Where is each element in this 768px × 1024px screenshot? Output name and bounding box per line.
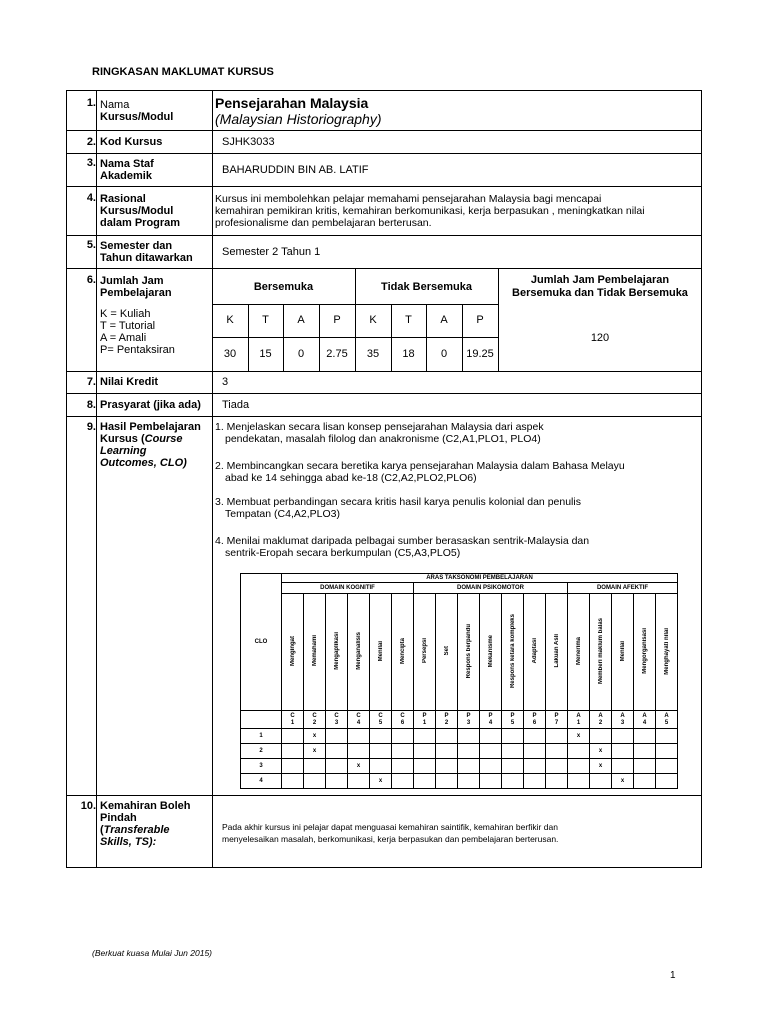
clo-matrix-cell: [568, 759, 590, 774]
hours-letter: T: [405, 314, 412, 326]
row-divider: [66, 130, 702, 131]
hours-value: 0: [297, 348, 305, 360]
taxonomy-level-header: [524, 594, 546, 711]
course-rationale: Kursus ini membolehkan pelajar memahami pensejarahan Malaysia bagi mencapai kemahiran pemikiran kritis, kemahiran berkomunikasi, kerja berpasukan , meningkatkan nilai profesionalisme dan pembelajaran berterusan.: [215, 193, 645, 229]
total-hours: 120: [590, 332, 610, 344]
clo-matrix-cell: [348, 774, 370, 789]
taxonomy-code: [480, 711, 502, 729]
clo-matrix-cell: [392, 744, 414, 759]
clo-matrix-cell: [480, 759, 502, 774]
clo-matrix-cell: [392, 759, 414, 774]
clo-number: 2: [241, 744, 282, 759]
clo-matrix-cell: [480, 729, 502, 744]
clo-matrix-cell: x: [370, 774, 392, 789]
hours-value: 15: [259, 348, 272, 360]
hours-value: 18: [402, 348, 415, 360]
clo-matrix-cell: [414, 729, 436, 744]
taxonomy-level-header: [634, 594, 656, 711]
header-total-hours: Jumlah Jam Pembelajaran Bersemuka dan Tidak Bersemuka: [512, 274, 688, 299]
taxonomy-code-letter: P: [422, 712, 427, 719]
clo-matrix-cell: [656, 744, 678, 759]
taxonomy-code: [282, 711, 304, 729]
taxonomy-code-number: 3: [334, 719, 339, 726]
credit-value: 3: [222, 376, 229, 388]
taxonomy-code-letter: A: [620, 712, 625, 719]
taxonomy-header: ARAS TAKSONOMI PEMBELAJARAN: [282, 574, 678, 583]
hours-value: 19.25: [466, 348, 494, 360]
taxonomy-code: [370, 711, 392, 729]
taxonomy-level-header: [590, 594, 612, 711]
clo-matrix-cell: x: [612, 774, 634, 789]
domain-afektif: DOMAIN AFEKTIF: [568, 583, 678, 594]
domain-kognitif: DOMAIN KOGNITIF: [282, 583, 414, 594]
taxonomy-level-header: [546, 594, 568, 711]
clo-matrix-cell: x: [590, 759, 612, 774]
hours-letter: P: [333, 314, 341, 326]
row-label: Nama Kursus/Modul: [100, 99, 174, 123]
clo-matrix-cell: [480, 774, 502, 789]
taxonomy-level-label: Memberi maklum balas: [597, 617, 604, 685]
row-number: 9.: [86, 421, 96, 433]
taxonomy-code-number: 5: [664, 719, 669, 726]
taxonomy-level-header: [370, 594, 392, 711]
row-divider: [66, 393, 702, 394]
hours-letter: P: [476, 314, 484, 326]
column-divider: [212, 90, 213, 868]
course-name-english: (Malaysian Historiography): [215, 111, 382, 127]
clo-matrix-cell: [524, 774, 546, 789]
effective-date-note: (Berkuat kuasa Mulai Jun 2015): [92, 948, 213, 958]
row-number: 8.: [86, 399, 96, 411]
clo-matrix-cell: [392, 774, 414, 789]
clo-matrix-cell: [568, 744, 590, 759]
hours-value: 30: [223, 348, 237, 360]
taxonomy-code-number: 1: [576, 719, 581, 726]
taxonomy-level-header: [392, 594, 414, 711]
taxonomy-level-header: [458, 594, 480, 711]
clo-matrix-cell: [546, 759, 568, 774]
clo-matrix-cell: [282, 759, 304, 774]
clo-item: 1. Menjelaskan secara lisan konsep pensejarahan Malaysia dari aspek pendekatan, masalah filolog dan anakronisme (C2,A1,PLO1, PLO4): [215, 421, 544, 445]
taxonomy-code: [568, 711, 590, 729]
taxonomy-code-letter: C: [356, 712, 361, 719]
taxonomy-level-label: Respons berpandu: [465, 623, 472, 679]
taxonomy-code: [634, 711, 656, 729]
row-number: 4.: [86, 192, 96, 204]
taxonomy-level-header: [436, 594, 458, 711]
row-divider: [66, 235, 702, 236]
clo-matrix-cell: [502, 759, 524, 774]
clo-item: 2. Membincangkan secara beretika karya pensejarahan Malaysia dalam Bahasa Melayu abad ke 14 sehingga abad ke-18 (C2,A2,PLO2,PLO6): [215, 460, 625, 484]
taxonomy-level-header: [502, 594, 524, 711]
clo-matrix-cell: [458, 774, 480, 789]
hours-value: 35: [366, 348, 380, 360]
taxonomy-level-label: Lakuan Asli: [553, 634, 560, 668]
clo-matrix-cell: [326, 759, 348, 774]
clo-matrix-cell: [458, 729, 480, 744]
clo-matrix-cell: [304, 759, 326, 774]
clo-number: 4: [241, 774, 282, 789]
hours-value: 0: [440, 348, 448, 360]
taxonomy-code: [326, 711, 348, 729]
clo-matrix-cell: [524, 729, 546, 744]
row-divider: [66, 795, 702, 796]
clo-matrix-cell: [568, 774, 590, 789]
clo-matrix-cell: [326, 774, 348, 789]
row-divider: [66, 268, 702, 269]
taxonomy-code-letter: C: [312, 712, 317, 719]
taxonomy-level-label: Mencipta: [399, 637, 406, 664]
clo-item: 4. Menilai maklumat daripada pelbagai sumber berasaskan sentrik-Malaysia dan sentrik-Eropah secara berkumpulan (C5,A3,PLO5): [215, 535, 590, 559]
row-label: Nama Staf Akademik: [100, 158, 154, 182]
clo-matrix-cell: [612, 729, 634, 744]
taxonomy-code-number: 5: [510, 719, 515, 726]
prerequisite: Tiada: [222, 399, 250, 411]
taxonomy-level-label: Memahami: [311, 635, 318, 667]
taxonomy-level-label: Menganalisis: [355, 632, 362, 670]
taxonomy-code: [590, 711, 612, 729]
taxonomy-code-number: 5: [378, 719, 383, 726]
taxonomy-code-letter: C: [334, 712, 339, 719]
clo-matrix-cell: [502, 744, 524, 759]
taxonomy-code-number: 3: [466, 719, 471, 726]
row-divider: [66, 371, 702, 372]
clo-matrix-cell: [348, 729, 370, 744]
clo-matrix-cell: [546, 729, 568, 744]
taxonomy-level-label: Set: [443, 646, 450, 656]
taxonomy-code: [348, 711, 370, 729]
taxonomy-code-letter: P: [554, 712, 559, 719]
row-label: Kemahiran Boleh Pindah (Transferable Skills, TS):: [100, 800, 191, 848]
clo-matrix-cell: [502, 729, 524, 744]
semester-year: Semester 2 Tahun 1: [222, 246, 321, 258]
row-label: Semester dan Tahun ditawarkan: [100, 240, 193, 264]
clo-matrix-cell: [436, 729, 458, 744]
clo-matrix-cell: [304, 774, 326, 789]
taxonomy-level-label: Menerima: [575, 636, 582, 665]
header-tidak-bersemuka: Tidak Bersemuka: [381, 281, 472, 293]
taxonomy-code-number: 4: [488, 719, 493, 726]
row-divider: [66, 153, 702, 154]
taxonomy-level-label: Mengaplikasi: [333, 632, 340, 670]
taxonomy-level-label: Menilai: [619, 640, 626, 662]
document-title: RINGKASAN MAKLUMAT KURSUS: [92, 66, 274, 78]
clo-matrix-cell: [634, 729, 656, 744]
clo-matrix-cell: [282, 729, 304, 744]
taxonomy-code: [502, 711, 524, 729]
clo-matrix-cell: [590, 774, 612, 789]
taxonomy-level-label: Mengingat: [289, 636, 296, 666]
row-label: Nilai Kredit: [100, 376, 159, 388]
taxonomy-level-header: [568, 594, 590, 711]
clo-matrix-cell: [326, 729, 348, 744]
hours-legend: K = Kuliah T = Tutorial A = Amali P= Pentaksiran: [100, 308, 175, 356]
taxonomy-level-label: Menghayati nilai: [663, 627, 670, 675]
hours-letter: T: [262, 314, 269, 326]
taxonomy-level-header: [348, 594, 370, 711]
clo-taxonomy-matrix: [240, 573, 678, 790]
clo-matrix-cell: [348, 744, 370, 759]
taxonomy-code-letter: A: [664, 712, 669, 719]
clo-matrix-cell: [458, 759, 480, 774]
row-number: 6.: [86, 274, 96, 286]
clo-number: 3: [241, 759, 282, 774]
clo-number: 1: [241, 729, 282, 744]
clo-matrix-cell: [524, 744, 546, 759]
taxonomy-code: [546, 711, 568, 729]
clo-matrix-cell: [282, 744, 304, 759]
taxonomy-code-letter: A: [598, 712, 603, 719]
taxonomy-level-header: [414, 594, 436, 711]
clo-matrix-cell: [370, 729, 392, 744]
clo-matrix-cell: [326, 744, 348, 759]
clo-matrix-cell: [634, 744, 656, 759]
clo-matrix-cell: [436, 774, 458, 789]
course-code: SJHK3033: [222, 136, 275, 148]
clo-matrix-cell: [436, 744, 458, 759]
taxonomy-code: [436, 711, 458, 729]
clo-matrix-cell: x: [348, 759, 370, 774]
clo-matrix-cell: [436, 759, 458, 774]
taxonomy-code: [612, 711, 634, 729]
clo-matrix-cell: [392, 729, 414, 744]
clo-matrix-cell: x: [568, 729, 590, 744]
row-number: 2.: [86, 136, 96, 148]
clo-matrix-cell: [524, 759, 546, 774]
taxonomy-level-label: Persepsi: [421, 638, 428, 664]
clo-matrix-cell: [414, 759, 436, 774]
taxonomy-code-letter: P: [466, 712, 471, 719]
taxonomy-code-letter: C: [290, 712, 295, 719]
course-name: Pensejarahan Malaysia: [215, 95, 369, 111]
taxonomy-code-letter: P: [488, 712, 493, 719]
clo-matrix-cell: [546, 744, 568, 759]
row-number: 1.: [86, 97, 96, 109]
clo-matrix-cell: [458, 744, 480, 759]
taxonomy-code-number: 1: [290, 719, 295, 726]
clo-matrix-cell: [590, 729, 612, 744]
clo-item: 3. Membuat perbandingan secara kritis hasil karya penulis kolonial dan penulis Tempatan (C4,A2,PLO3): [215, 496, 581, 520]
taxonomy-code: [458, 711, 480, 729]
domain-psikomotor: DOMAIN PSIKOMOTOR: [414, 583, 568, 594]
clo-matrix-row: [241, 774, 678, 789]
taxonomy-level-label: Respons ketara kompleks: [509, 613, 516, 689]
clo-matrix-cell: [502, 774, 524, 789]
clo-matrix-row: [241, 744, 678, 759]
row-divider: [66, 186, 702, 187]
header-bersemuka: Bersemuka: [253, 281, 314, 293]
hours-letter: K: [226, 314, 234, 326]
taxonomy-code-number: 2: [312, 719, 317, 726]
taxonomy-level-label: Mengorganisasi: [641, 628, 648, 674]
taxonomy-level-header: [612, 594, 634, 711]
row-number: 7.: [86, 376, 96, 388]
row-label: Hasil Pembelajaran Kursus (Course Learning Outcomes, CLO): [100, 421, 201, 469]
taxonomy-level-label: Adaptasi: [531, 638, 538, 664]
taxonomy-code-letter: P: [532, 712, 537, 719]
clo-matrix-cell: [612, 759, 634, 774]
clo-matrix-cell: [634, 759, 656, 774]
taxonomy-code-number: 1: [422, 719, 427, 726]
empty-cell: [241, 711, 282, 729]
taxonomy-code: [414, 711, 436, 729]
clo-matrix-cell: [656, 729, 678, 744]
taxonomy-code-number: 6: [400, 719, 405, 726]
column-divider: [96, 90, 97, 868]
taxonomy-code-letter: P: [444, 712, 449, 719]
clo-matrix-cell: [656, 759, 678, 774]
clo-matrix-cell: [370, 759, 392, 774]
taxonomy-code-number: 6: [532, 719, 537, 726]
clo-matrix-cell: [414, 744, 436, 759]
taxonomy-level-header: [304, 594, 326, 711]
taxonomy-code-number: 2: [444, 719, 449, 726]
page-number: 1: [670, 970, 676, 981]
row-label: Rasional Kursus/Modul dalam Program: [100, 193, 181, 229]
row-label: Kod Kursus: [100, 136, 163, 148]
row-label: Prasyarat (jika ada): [100, 399, 201, 411]
transferable-skills: Pada akhir kursus ini pelajar dapat menguasai kemahiran saintifik, kemahiran berfikir dan menyelesaikan masalah, berkomunikasi, kerja berpasukan dan pembelajaran berterusan.: [222, 822, 559, 844]
taxonomy-code-number: 3: [620, 719, 625, 726]
academic-staff: BAHARUDDIN BIN AB. LATIF: [222, 164, 369, 176]
row-divider: [66, 416, 702, 417]
hours-letter: K: [369, 314, 377, 326]
taxonomy-code-letter: A: [642, 712, 647, 719]
clo-matrix-cell: [480, 744, 502, 759]
clo-matrix-cell: [370, 744, 392, 759]
clo-matrix-cell: x: [304, 744, 326, 759]
clo-matrix-cell: [546, 774, 568, 789]
row-label: Jumlah Jam Pembelajaran: [100, 275, 172, 299]
taxonomy-level-header: [282, 594, 304, 711]
hours-letter: A: [297, 314, 305, 326]
taxonomy-code: [304, 711, 326, 729]
taxonomy-code: [656, 711, 678, 729]
clo-matrix-cell: [656, 774, 678, 789]
taxonomy-code-number: 4: [642, 719, 647, 726]
taxonomy-code: [392, 711, 414, 729]
clo-matrix-cell: x: [304, 729, 326, 744]
taxonomy-code-letter: A: [576, 712, 581, 719]
taxonomy-code-number: 2: [598, 719, 603, 726]
clo-matrix-cell: [414, 774, 436, 789]
row-number: 10.: [80, 800, 96, 812]
hours-value: 2.75: [326, 348, 348, 360]
clo-matrix-cell: [634, 774, 656, 789]
taxonomy-level-header: [480, 594, 502, 711]
taxonomy-level-header: [326, 594, 348, 711]
taxonomy-code-number: 7: [554, 719, 559, 726]
clo-matrix-cell: [282, 774, 304, 789]
taxonomy-code-letter: C: [400, 712, 405, 719]
hours-letter: A: [440, 314, 448, 326]
taxonomy-code-number: 4: [356, 719, 361, 726]
clo-column-header: CLO: [241, 574, 282, 711]
row-number: 5.: [86, 239, 96, 251]
taxonomy-code-letter: P: [510, 712, 515, 719]
taxonomy-level-label: Menilai: [377, 640, 384, 662]
taxonomy-code-letter: C: [378, 712, 383, 719]
clo-matrix-row: [241, 729, 678, 744]
row-number: 3.: [86, 157, 96, 169]
taxonomy-level-label: Mekanisme: [487, 634, 494, 668]
taxonomy-code: [524, 711, 546, 729]
clo-matrix-row: [241, 759, 678, 774]
taxonomy-level-header: [656, 594, 678, 711]
clo-matrix-cell: x: [590, 744, 612, 759]
clo-matrix-cell: [612, 744, 634, 759]
